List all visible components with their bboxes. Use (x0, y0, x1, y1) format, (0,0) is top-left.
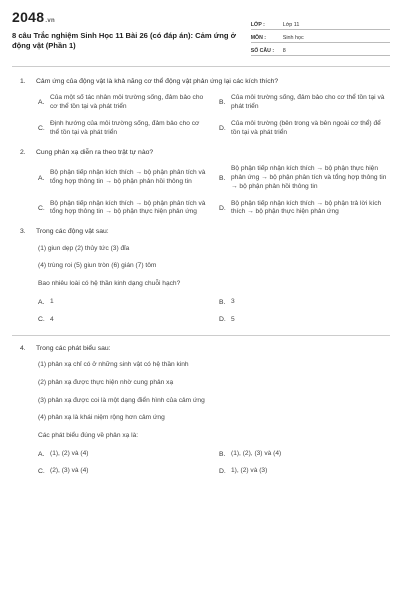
option-text: 3 (231, 298, 235, 306)
option-a[interactable] (38, 165, 209, 192)
meta-key: SỐ CÂU : (250, 47, 275, 54)
option-label: A. (38, 174, 45, 182)
question-lines (12, 361, 390, 441)
option-label: D. (219, 316, 226, 324)
option-label: D. (219, 468, 226, 476)
question-stem (12, 344, 390, 353)
question-text: Cảm ứng của động vật là khả năng cơ thể động vật phản ứng lại các kích thích? (36, 78, 279, 85)
option-label: C. (38, 204, 45, 212)
option-b[interactable] (219, 165, 390, 192)
options (12, 165, 390, 217)
option-b[interactable] (219, 298, 390, 307)
meta-row-count (251, 44, 390, 56)
meta-key: MÔN : (250, 34, 267, 41)
option-text: Của môi trường sống, đảm bảo cho cơ thể tồn tại và phát triển (231, 94, 385, 111)
option-label: A. (38, 99, 45, 107)
option-b[interactable] (219, 94, 390, 112)
option-label: B. (219, 174, 226, 182)
question-text: Trong các động vật sau: (36, 228, 109, 236)
option-label: B. (219, 99, 226, 107)
option-a[interactable] (38, 298, 209, 307)
question-lines (12, 245, 390, 290)
divider (12, 335, 390, 336)
option-text: 1 (50, 298, 54, 306)
option-label: C. (38, 125, 45, 133)
question-stem (12, 148, 390, 157)
divider (12, 66, 390, 67)
question-line: (4) trùng roi (5) giun tròn (6) gián (7) tôm (38, 262, 157, 270)
option-text: (1), (2) và (4) (50, 450, 89, 458)
option-c[interactable] (38, 120, 209, 138)
option-text: Bộ phận tiếp nhận kích thích → bộ phận phân tích và tổng hợp thông tin → bộ phận phản hồi thông tin (50, 169, 206, 186)
logo-number: 2048 (12, 9, 45, 25)
option-d[interactable] (219, 200, 390, 218)
option-text: Bộ phận tiếp nhận kích thích → bộ phận phân tích và tổng hợp thông tin → bộ phận thực hiện phản ứng (50, 199, 206, 216)
question-stem (12, 77, 390, 86)
option-a[interactable] (38, 94, 209, 112)
site-logo[interactable] (12, 10, 251, 24)
header (12, 6, 390, 56)
option-text: Bộ phận tiếp nhận kích thích → bộ phận trả lời kích thích → bộ phận thực hiện phản ứng (231, 199, 382, 216)
options (12, 298, 390, 324)
option-c[interactable] (38, 467, 209, 476)
option-d[interactable] (219, 467, 390, 476)
question-number: 1. (20, 78, 26, 85)
option-d[interactable] (219, 315, 390, 324)
option-label: D. (219, 204, 226, 212)
question-number: 3. (20, 228, 26, 236)
option-text: Bộ phận tiếp nhận kích thích → bộ phận thực hiện phản ứng → bộ phận phân tích và tổng hợp thông tin → bộ phận phản hồi thông tin (231, 164, 387, 190)
options (12, 94, 390, 138)
option-text: (2), (3) và (4) (50, 467, 89, 475)
options (12, 450, 390, 476)
question-text: Cung phản xạ diễn ra theo trật tự nào? (36, 148, 154, 156)
question-4 (12, 344, 390, 477)
option-label: C. (38, 316, 45, 324)
question-line: (3) phản xạ được coi là một dạng điển hình của cảm ứng (38, 396, 205, 404)
option-text: 1), (2) và (3) (231, 467, 268, 475)
option-c[interactable] (38, 200, 209, 218)
meta-row-subject (251, 31, 390, 43)
meta-value: Sinh học (282, 34, 304, 41)
question-stem (12, 227, 390, 236)
brand-block (12, 6, 251, 56)
meta-value: 8 (282, 47, 286, 54)
question-number: 4. (20, 344, 26, 352)
question-line: (4) phản xạ là khái niệm rộng hơn cảm ứng (38, 414, 165, 422)
question-line: (1) giun dẹp (2) thủy tức (3) đỉa (38, 244, 130, 252)
question-text: Trong các phát biểu sau: (36, 344, 111, 352)
question-3 (12, 227, 390, 324)
meta-key: LỚP : (250, 21, 265, 28)
question-number: 2. (20, 148, 26, 156)
option-c[interactable] (38, 315, 209, 324)
logo-suffix: .vn (45, 18, 55, 24)
option-text: 5 (231, 315, 235, 323)
meta-row-class (251, 18, 390, 30)
option-label: A. (38, 299, 45, 307)
meta-table (251, 18, 390, 56)
option-text: Của một số tác nhân môi trường sống, đảm bảo cho cơ thể tồn tại và phát triển (50, 94, 204, 111)
question-line: Bao nhiêu loài có hệ thần kinh dạng chuỗi hạch? (38, 280, 181, 288)
question-2 (12, 148, 390, 218)
question-1 (12, 77, 390, 138)
option-label: B. (219, 299, 226, 307)
question-line: (2) phản xạ được thực hiện nhờ cung phản xạ (38, 378, 174, 386)
option-text: Định hướng của môi trường sống, đảm bảo cho cơ thể tồn tại và phát triển (50, 119, 200, 136)
option-d[interactable] (219, 120, 390, 138)
meta-value: Lớp 11 (282, 21, 300, 28)
option-label: A. (38, 451, 45, 459)
option-a[interactable] (38, 450, 209, 459)
option-text: 4 (50, 315, 54, 323)
option-text: Của môi trường (bên trong và bên ngoài cơ thể) để tồn tại và phát triển (231, 119, 381, 136)
option-label: D. (219, 125, 226, 133)
option-text: (1), (2), (3) và (4) (231, 450, 282, 458)
option-b[interactable] (219, 450, 390, 459)
question-line: (1) phản xạ chỉ có ở những sinh vật có hệ thần kinh (38, 360, 189, 368)
option-label: C. (38, 468, 45, 476)
option-label: B. (219, 451, 226, 459)
question-line: Các phát biểu đúng về phản xạ là: (38, 432, 139, 440)
document-title: 8 câu Trắc nghiệm Sinh Học 11 Bài 26 (có đáp án): Cảm ứng ở động vật (Phần 1) (12, 31, 237, 51)
